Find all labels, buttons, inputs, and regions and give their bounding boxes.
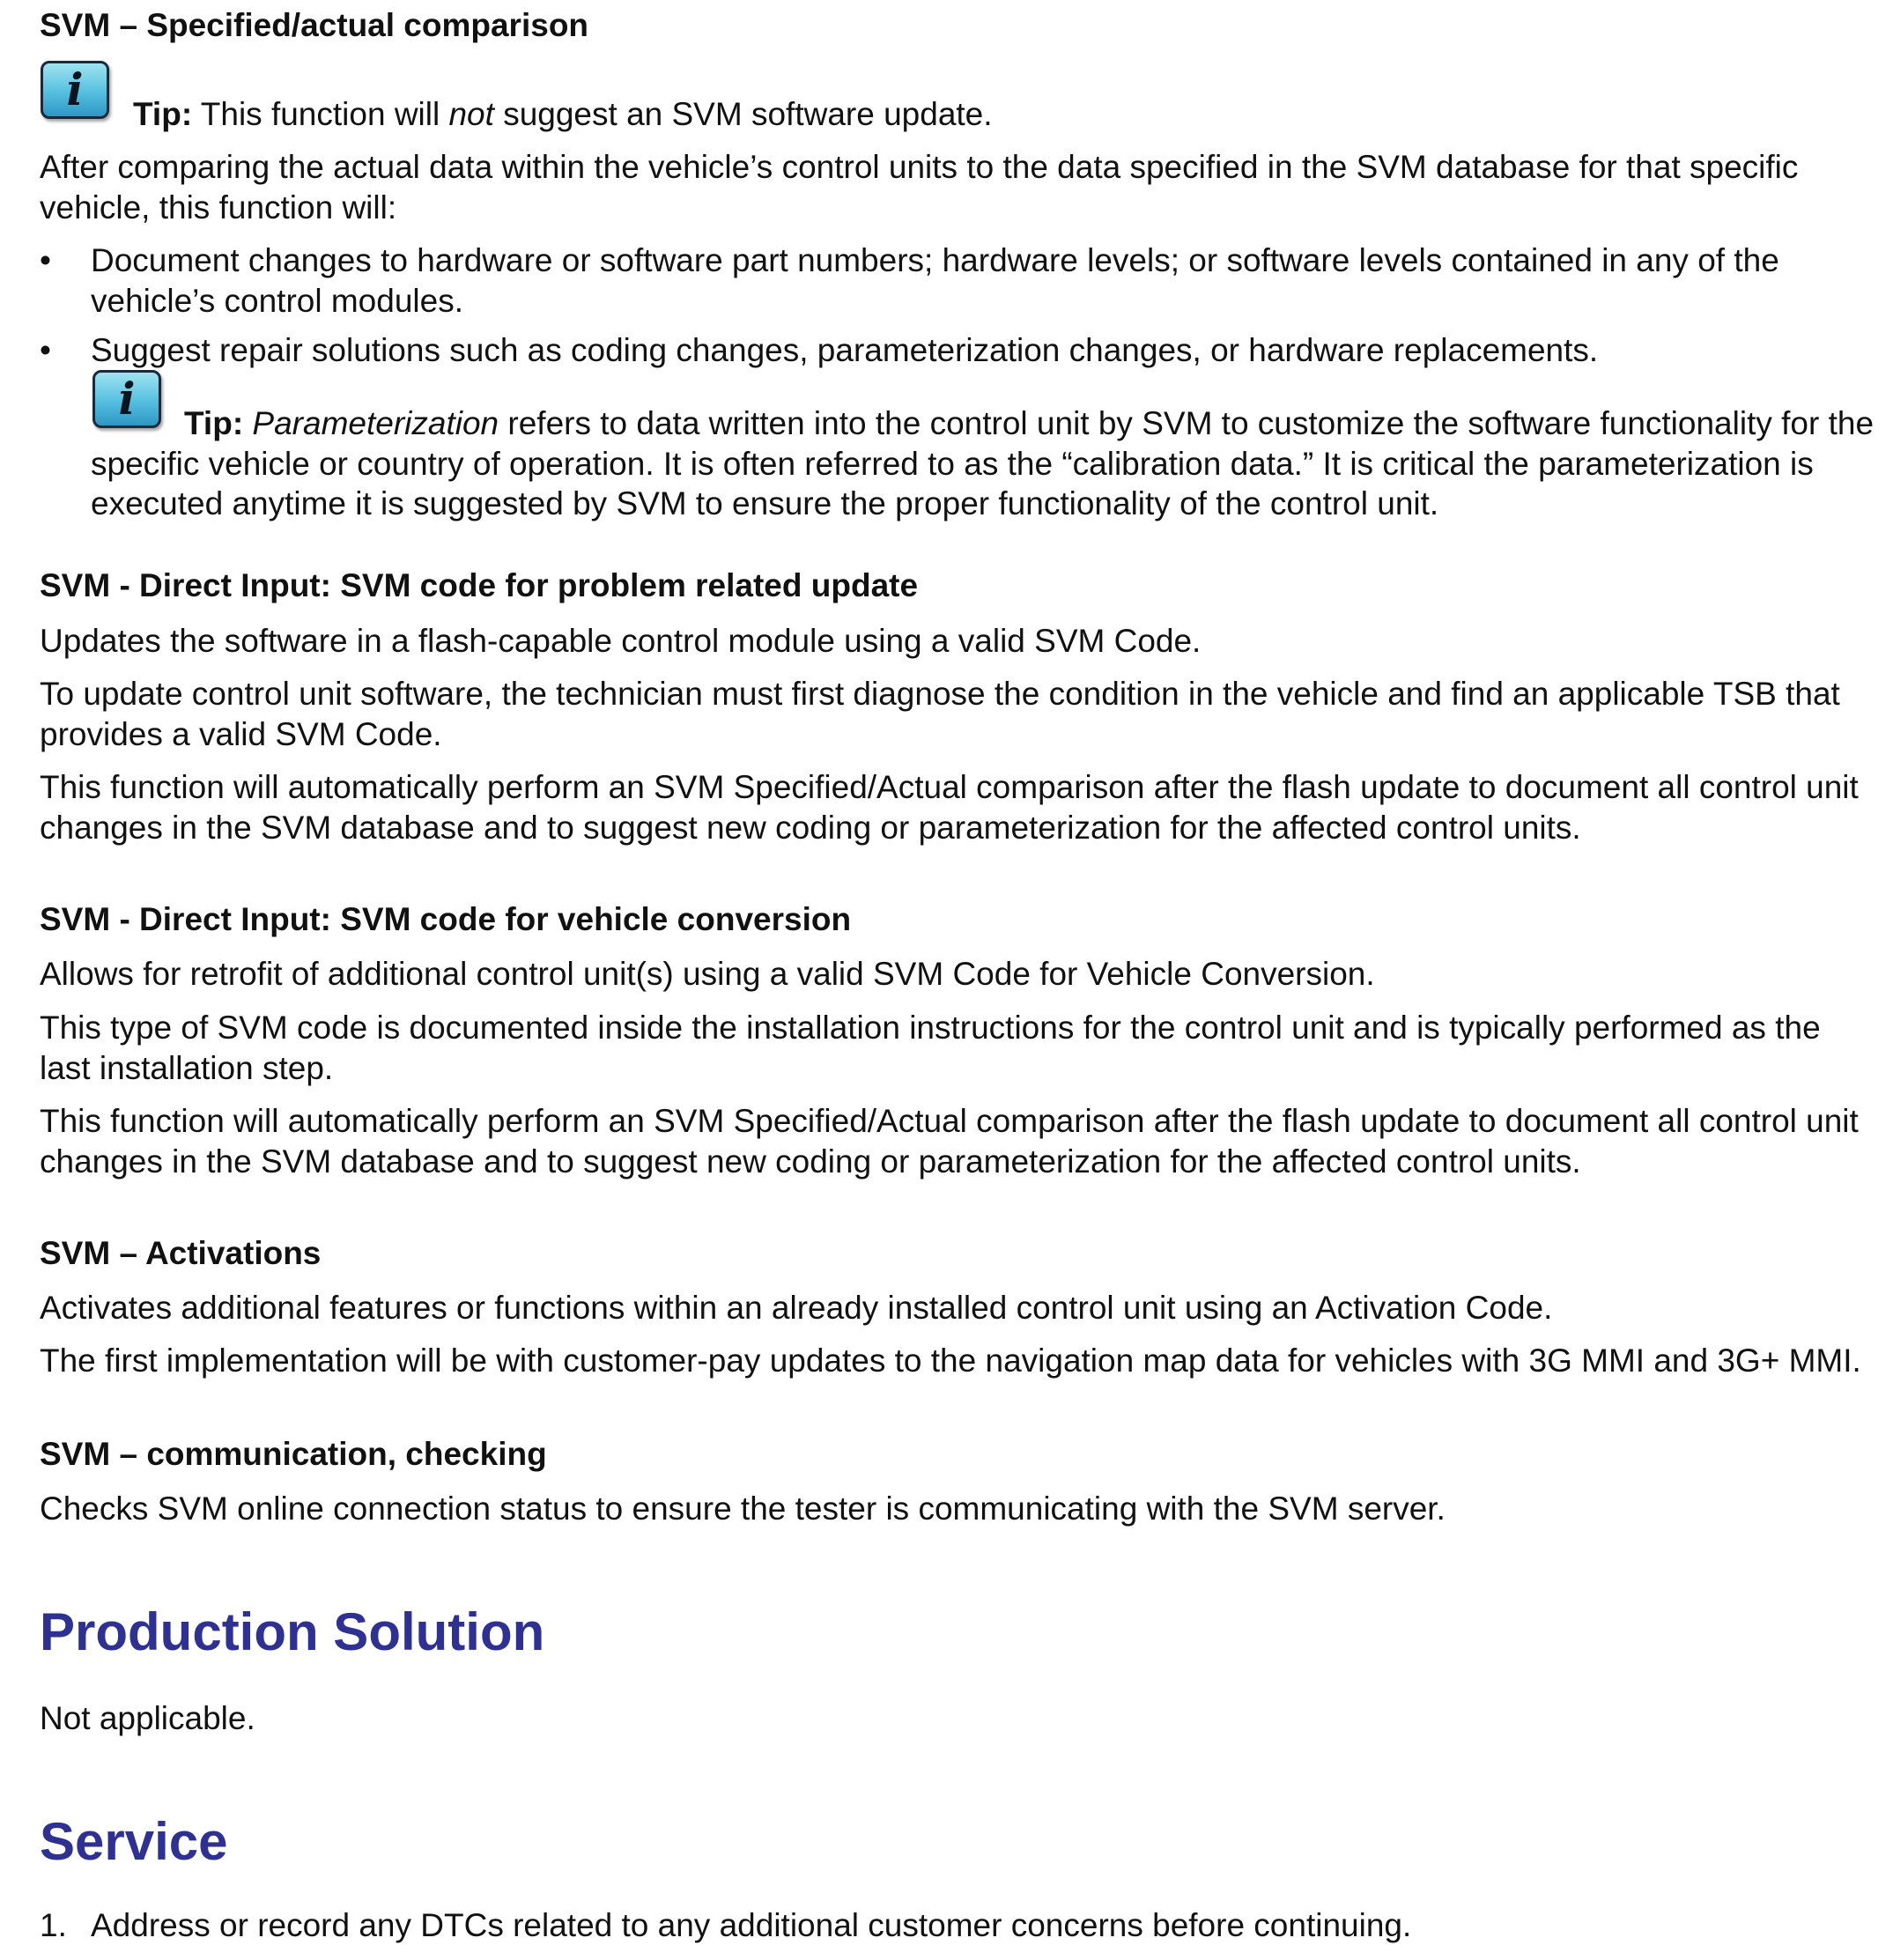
service-step-number: 1. [40, 1907, 67, 1943]
paragraph: Allows for retrofit of additional control unit(s) using a valid SVM Code for Vehicle Conversion. [40, 956, 1375, 992]
paragraph: Checks SVM online connection status to ensure the tester is communicating with the SVM server. [40, 1490, 1446, 1527]
tip-label: Tip: [133, 96, 193, 132]
tip-1-text: This function will [200, 96, 440, 132]
paragraph: After comparing the actual data within the vehicle’s control units to the data specified in the SVM database for that specific vehicle, this function will: [40, 149, 1799, 226]
bullet-icon: • [40, 332, 51, 368]
production-solution-heading: Production Solution [40, 1602, 545, 1661]
section-heading-vehicle-conversion: SVM - Direct Input: SVM code for vehicle conversion [40, 901, 852, 937]
paragraph: This function will automatically perform an SVM Specified/Actual comparison after the flash update to document all control unit changes in the SVM database and to suggest new coding or parameterization for the affected control units. [40, 769, 1859, 846]
tip-1-text-end: suggest an SVM software update. [503, 96, 993, 132]
info-icon: i [92, 370, 161, 428]
tip-label: Tip: [184, 405, 244, 441]
paragraph: To update control unit software, the technician must first diagnose the condition in the vehicle and find an applicable TSB that provides a valid SVM Code. [40, 676, 1840, 752]
bullet-item: Suggest repair solutions such as coding changes, parameterization changes, or hardware replacements. [91, 332, 1599, 368]
tip-2 [91, 403, 1879, 524]
bullet-icon: • [40, 242, 51, 278]
service-step-text: Address or record any DTCs related to any additional customer concerns before continuing. [91, 1907, 1412, 1943]
paragraph: Updates the software in a flash-capable control module using a valid SVM Code. [40, 623, 1202, 659]
paragraph: Activates additional features or functions within an already installed control unit using an Activation Code. [40, 1290, 1553, 1326]
production-solution-text: Not applicable. [40, 1700, 255, 1736]
section-heading-communication: SVM – communication, checking [40, 1436, 547, 1472]
info-icon: i [41, 61, 109, 119]
section-heading-problem-update: SVM - Direct Input: SVM code for problem related update [40, 567, 919, 603]
section-heading-specified-actual: SVM – Specified/actual comparison [40, 7, 589, 43]
tip-1-emphasis: not [448, 96, 494, 132]
paragraph: The first implementation will be with customer-pay updates to the navigation map data for vehicles with 3G MMI and 3G+ MMI. [40, 1342, 1861, 1379]
bullet-item: Document changes to hardware or software part numbers; hardware levels; or software levels contained in any of the vehicle’s control modules. [91, 242, 1779, 319]
paragraph: This function will automatically perform an SVM Specified/Actual comparison after the flash update to document all control unit changes in the SVM database and to suggest new coding or parameterization for the affected control units. [40, 1103, 1859, 1180]
tip-2-text: refers to data written into the control unit by SVM to customize the software functionality for the specific vehicle or country of operation. It is often referred to as the “calibration data.” It is critical the parameterization is executed anytime it is suggested by SVM to ensure the proper functionality of the control unit. [91, 405, 1875, 521]
section-heading-activations: SVM – Activations [40, 1235, 322, 1271]
paragraph: This type of SVM code is documented inside the installation instructions for the control unit and is typically performed as the last installation step. [40, 1010, 1821, 1086]
tip-1 [133, 94, 993, 135]
service-heading: Service [40, 1812, 228, 1871]
tip-2-emphasis: Parameterization [252, 405, 499, 441]
